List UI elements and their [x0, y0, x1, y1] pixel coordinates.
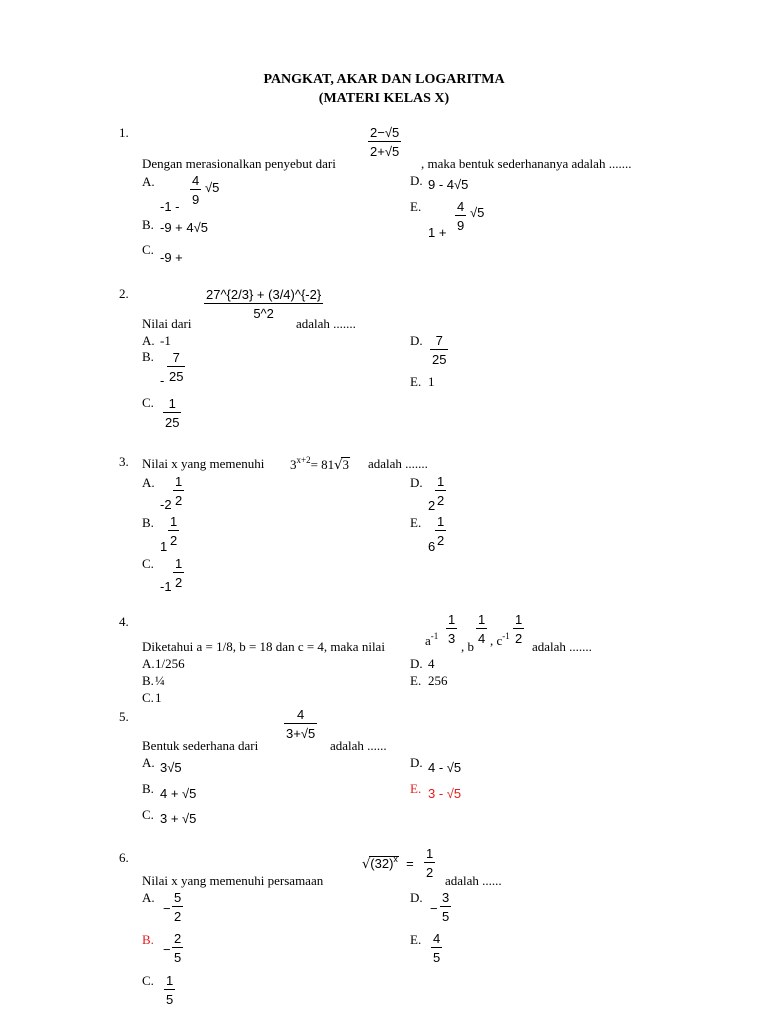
q2-option-c-fraction [163, 397, 181, 429]
q3-option-e-letter: E. [410, 515, 422, 530]
q6-radical: $√(32)^x$ = [362, 854, 414, 872]
q1-option-e-prefix: 1 + [428, 225, 447, 240]
q5-option-e-letter: E. [410, 781, 422, 796]
q1-option-e-fraction [455, 200, 466, 232]
q6-option-b-letter: B. [142, 932, 154, 947]
q3-stem: Nilai x yang memenuhi [142, 456, 265, 471]
q3-option-a-num: 1 [175, 474, 183, 489]
q3-option-d-den: 2 [437, 493, 445, 508]
q1-option-a-num: 4 [192, 173, 200, 188]
q1-option-d-letter: D. [410, 173, 423, 188]
q5-option-d-text: 4 - √5 [428, 760, 462, 775]
q1-option-b-letter: B. [142, 217, 154, 232]
q6-option-d-den: 5 [442, 909, 450, 924]
q6-option-e-letter: E. [410, 932, 422, 947]
q1-option-a-den: 9 [192, 192, 200, 207]
q1-option-a-root: √5 [205, 180, 220, 195]
q2-option-c-num: 1 [168, 396, 176, 411]
q3-option-a-den: 2 [175, 493, 183, 508]
q3-option-e-whole: 6 [428, 539, 436, 554]
q4-option-e-text: 256 [428, 673, 448, 688]
q3-option-a-letter: A. [142, 475, 155, 490]
q4-option-b-text: ¼ [155, 673, 165, 688]
q3-option-b-whole: 1 [160, 539, 168, 554]
q1-option-e-root: √5 [470, 205, 485, 220]
q3-number: 3. [119, 454, 129, 469]
q2-option-a-letter: A. [142, 333, 155, 348]
q2-expression-num: 27^{2/3} + (3/4)^{-2} [206, 287, 322, 302]
q4-number: 4. [119, 614, 129, 629]
q5-option-c-text: 3 + √5 [160, 811, 197, 826]
q6-option-b-num: 2 [174, 931, 182, 946]
q1-option-a-fraction [190, 174, 201, 206]
q6-option-a-letter: A. [142, 890, 155, 905]
q3-option-e-fraction [435, 515, 446, 547]
q3-option-a-fraction [173, 475, 184, 507]
q4-exp-b: 1 4 [478, 612, 486, 646]
q3-option-b-letter: B. [142, 515, 154, 530]
q6-option-c-fraction [164, 974, 175, 1006]
q1-option-a-letter: A. [142, 174, 155, 189]
q5-option-c-letter: C. [142, 807, 154, 822]
q3-option-d-fraction [435, 475, 446, 507]
q1-fraction [368, 126, 401, 158]
q4-c: , $c^{-1}$ [490, 631, 510, 648]
q6-option-b-fraction [172, 932, 183, 964]
q1-stem-tail: , maka bentuk sederhananya adalah ....... [421, 156, 632, 171]
q6-option-a-fraction [172, 891, 183, 923]
q5-option-b-text: 4 + √5 [160, 786, 197, 801]
q2-option-b-letter: B. [142, 349, 154, 364]
q4-expression: $a^{-1}$ [425, 631, 439, 648]
q4-option-c-letter: C. [142, 690, 154, 705]
q6-option-e-num: 4 [433, 931, 441, 946]
q2-option-d-den: 25 [432, 352, 447, 367]
q2-option-b-den: 25 [169, 369, 184, 384]
q6-option-c-letter: C. [142, 973, 154, 988]
q4-stem-tail: adalah ....... [532, 639, 592, 654]
q6-stem: Nilai x yang memenuhi persamaan [142, 873, 324, 888]
q4-option-a-letter: A. [142, 656, 155, 671]
q6-rhs-fraction: 1 2 [426, 846, 434, 880]
q5-option-a-letter: A. [142, 755, 155, 770]
q5-number: 5. [119, 709, 129, 724]
q2-option-d-fraction [430, 334, 448, 366]
page-subtitle: (MATERI KELAS X) [318, 91, 450, 106]
q5-fraction-den: 3+√5 [286, 726, 316, 741]
q2-option-d-num: 7 [435, 333, 443, 348]
q6-option-b-den: 5 [174, 950, 182, 965]
q3-option-c-fraction [173, 557, 184, 589]
q1-option-c-letter: C. [142, 242, 154, 257]
q3-option-d-letter: D. [410, 475, 423, 490]
q2-option-b-prefix: - [160, 373, 165, 388]
q5-fraction [284, 708, 317, 740]
q6-option-a-sign: − [163, 901, 171, 916]
q3-option-c-whole: -1 [160, 579, 172, 594]
q6-option-d-fraction [440, 891, 451, 923]
q5-option-b-letter: B. [142, 781, 154, 796]
q4-exp-c: 1 2 [515, 612, 523, 646]
q4-option-d-letter: D. [410, 656, 423, 671]
q2-option-e-text: 1 [428, 374, 435, 389]
q2-number: 2. [119, 286, 129, 301]
q4-option-a-text: 1/256 [155, 656, 185, 671]
q1-option-e-den: 9 [457, 218, 465, 233]
q5-option-a-text: 3√5 [160, 760, 182, 775]
q6-stem-tail: adalah ...... [445, 873, 502, 888]
q1-fraction-den: 2+√5 [370, 144, 400, 159]
q5-stem-tail: adalah ...... [330, 738, 387, 753]
page-title: PANGKAT, AKAR DAN LOGARITMA [263, 72, 505, 87]
q2-option-d-letter: D. [410, 333, 423, 348]
q5-option-e-text: 3 - √5 [428, 786, 462, 801]
q6-option-d-sign: − [430, 901, 438, 916]
q3-equation: $3^{x+2}= 81√3$ [290, 455, 349, 473]
q5-option-d-letter: D. [410, 755, 423, 770]
q6-option-a-den: 2 [174, 909, 182, 924]
q3-stem-tail: adalah ....... [368, 456, 428, 471]
q6-number: 6. [119, 850, 129, 865]
q4-stem: Diketahui a = 1/8, b = 18 dan c = 4, maka nilai [142, 639, 385, 654]
q2-expression-den: 5^2 [253, 306, 274, 321]
q4-option-c-text: 1 [155, 690, 162, 705]
q1-number: 1. [119, 125, 129, 140]
q3-option-b-fraction [168, 515, 179, 547]
q3-option-c-num: 1 [175, 556, 183, 571]
q3-option-c-den: 2 [175, 575, 183, 590]
q4-b: , b [461, 639, 474, 654]
q5-fraction-num: 4 [296, 707, 305, 722]
q2-option-b-fraction [167, 351, 185, 383]
q6-option-e-fraction [431, 932, 442, 964]
q2-option-e-letter: E. [410, 374, 422, 389]
q3-option-c-letter: C. [142, 556, 154, 571]
q6-option-b-sign: − [163, 942, 171, 957]
q6-option-d-num: 3 [442, 890, 450, 905]
q1-option-d-text: 9 - 4√5 [428, 177, 469, 192]
q3-option-a-whole: -2 [160, 497, 172, 512]
q1-option-e-letter: E. [410, 199, 422, 214]
q2-option-c-letter: C. [142, 395, 154, 410]
q6-option-c-num: 1 [166, 973, 174, 988]
q1-option-a-prefix: -1 - [160, 199, 180, 214]
q2-stem: Nilai dari [142, 316, 192, 331]
q3-option-b-den: 2 [170, 533, 178, 548]
q4-exp-a: 1 3 [448, 612, 456, 646]
q3-option-b-num: 1 [170, 514, 178, 529]
q6-option-c-den: 5 [166, 992, 174, 1007]
q1-stem: Dengan merasionalkan penyebut dari [142, 156, 336, 171]
q3-option-e-den: 2 [437, 533, 445, 548]
q2-option-a-text: -1 [160, 333, 171, 348]
q1-option-e-num: 4 [457, 199, 465, 214]
q6-option-a-num: 5 [174, 890, 182, 905]
q2-stem-tail: adalah ....... [296, 316, 356, 331]
q4-option-d-text: 4 [428, 656, 435, 671]
q1-option-c-text: -9 + [160, 250, 183, 265]
q1-option-b-text: -9 + 4√5 [160, 220, 208, 235]
q5-stem: Bentuk sederhana dari [142, 738, 259, 753]
q3-option-e-num: 1 [437, 514, 445, 529]
q3-option-d-whole: 2 [428, 498, 436, 513]
q4-option-e-letter: E. [410, 673, 422, 688]
q3-option-d-num: 1 [437, 474, 445, 489]
q6-option-e-den: 5 [433, 950, 441, 965]
q6-option-d-letter: D. [410, 890, 423, 905]
q1-fraction-num: 2−√5 [370, 125, 400, 140]
q2-option-c-den: 25 [165, 415, 180, 430]
q4-option-b-letter: B. [142, 673, 154, 688]
q2-option-b-num: 7 [172, 350, 180, 365]
